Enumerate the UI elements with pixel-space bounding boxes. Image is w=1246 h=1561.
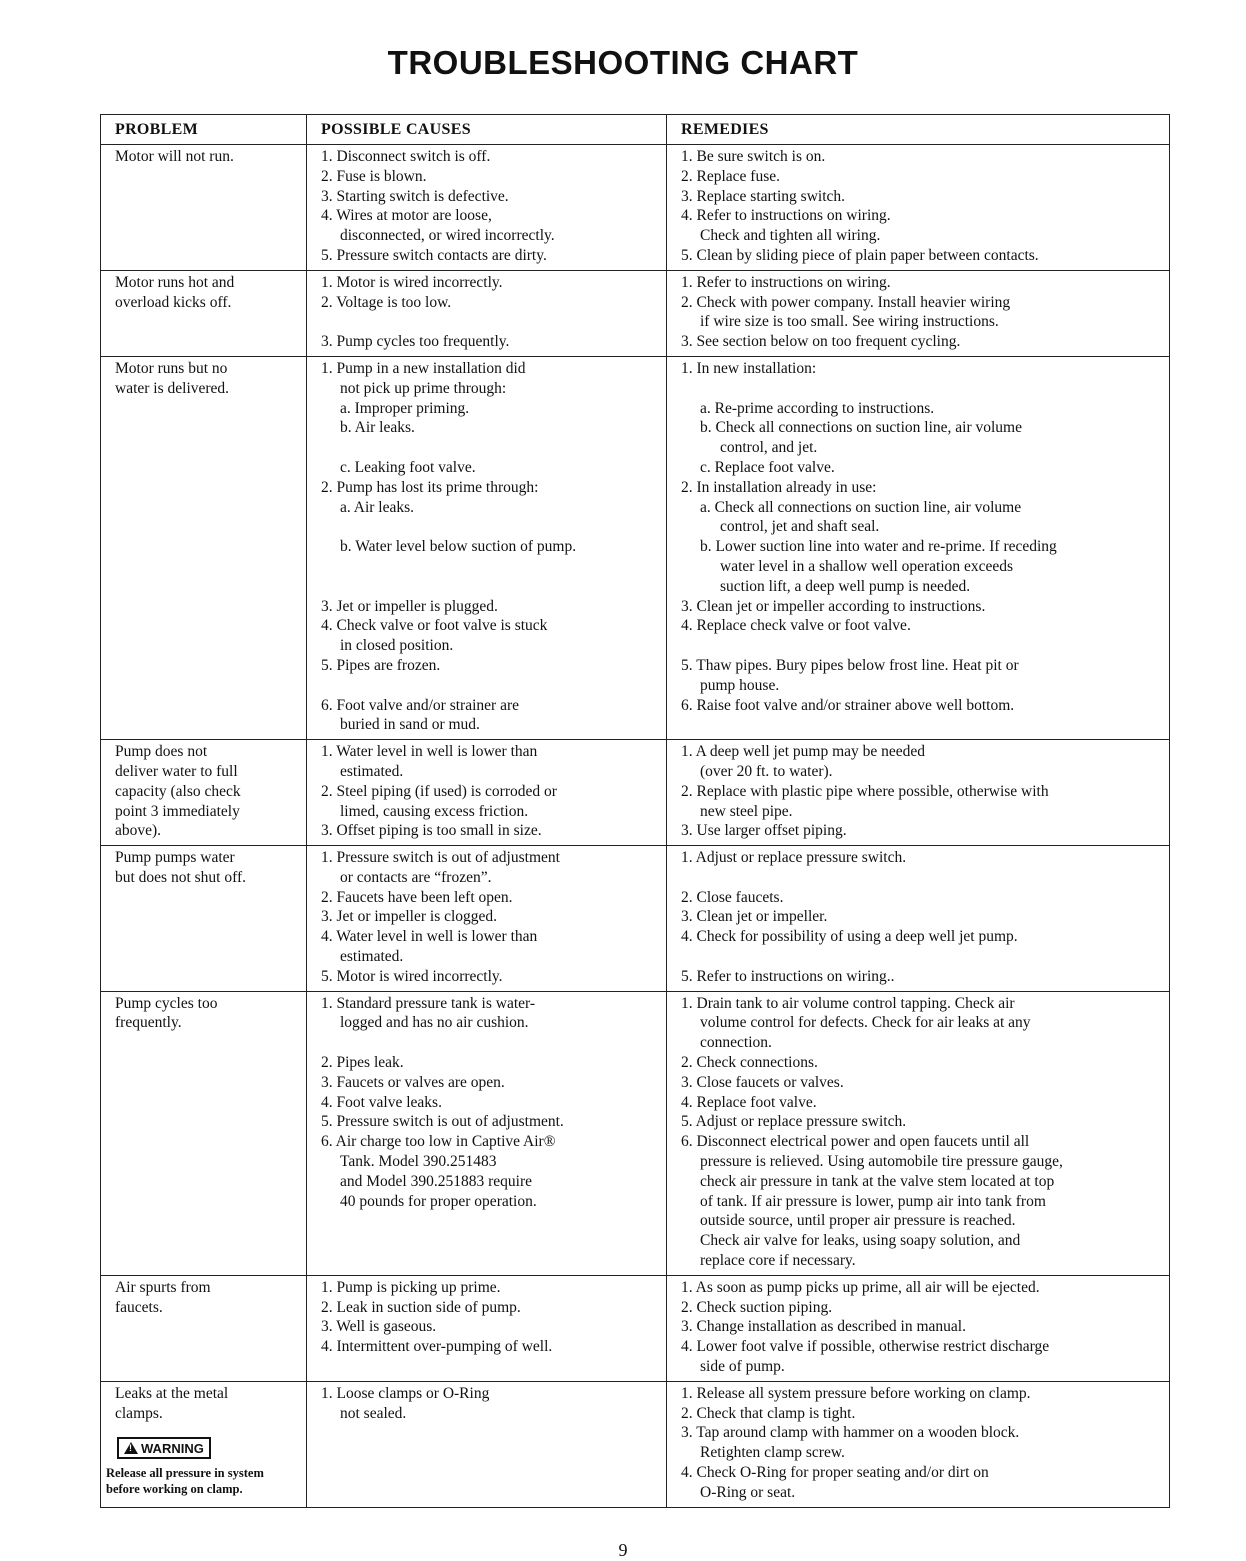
warning-triangle-icon	[124, 1442, 138, 1454]
remedy-line: 1. As soon as pump picks up prime, all air will be ejected.	[681, 1278, 1040, 1296]
cause-cell	[307, 846, 667, 992]
cause-line: 3. Jet or impeller is clogged.	[321, 908, 498, 926]
problem-text: Pump does not	[115, 743, 208, 761]
remedy-line: 5. Adjust or replace pressure switch.	[681, 1113, 907, 1131]
table-row	[101, 1275, 1170, 1381]
remedy-line: 6. Disconnect electrical power and open faucets until all	[681, 1133, 1030, 1151]
remedy-line: control, and jet.	[720, 439, 818, 457]
remedy-line: 4. Check for possibility of using a deep well jet pump.	[681, 928, 1018, 946]
remedy-line: 2. Replace with plastic pipe where possible, otherwise with	[681, 782, 1049, 800]
cause-line: buried in sand or mud.	[340, 716, 480, 734]
cause-line: Tank. Model 390.251483	[340, 1153, 497, 1171]
remedy-line: 4. Replace foot valve.	[681, 1093, 817, 1111]
cause-line: 4. Water level in well is lower than	[321, 928, 538, 946]
cause-line: 3. Starting switch is defective.	[321, 187, 509, 205]
problem-text: Motor runs hot and	[115, 273, 235, 291]
warning-label	[117, 1437, 211, 1459]
cause-line: 5. Pressure switch is out of adjustment.	[321, 1113, 564, 1131]
cause-cell	[307, 1381, 667, 1507]
remedy-line: pump house.	[700, 676, 780, 694]
remedy-cell	[667, 740, 1170, 846]
remedy-line: 1. Adjust or replace pressure switch.	[681, 849, 907, 867]
problem-cell	[101, 145, 307, 271]
cause-line: a. Improper priming.	[340, 399, 470, 417]
remedy-line: 1. Be sure switch is on.	[681, 148, 826, 165]
remedy-line: 3. Clean jet or impeller according to instructions.	[681, 597, 986, 615]
remedy-line: replace core if necessary.	[700, 1252, 856, 1270]
remedy-line: 1. Refer to instructions on wiring.	[681, 273, 891, 291]
problem-text: point 3 immediately	[115, 802, 240, 820]
cause-line: 6. Foot valve and/or strainer are	[321, 696, 519, 714]
cause-cell	[307, 991, 667, 1275]
page-title: TROUBLESHOOTING CHART	[387, 44, 859, 81]
remedy-line: 3. Clean jet or impeller.	[681, 908, 828, 926]
remedy-cell	[667, 991, 1170, 1275]
cause-cell	[307, 1275, 667, 1381]
remedy-cell	[667, 270, 1170, 356]
remedy-line: if wire size is too small. See wiring instructions.	[700, 313, 999, 331]
remedy-cell	[667, 1381, 1170, 1507]
table-header-row	[101, 115, 1170, 145]
cause-line: 2. Pump has lost its prime through:	[321, 478, 539, 496]
problem-text: deliver water to full	[115, 762, 238, 780]
header-remedies: REMEDIES	[667, 115, 1170, 145]
table-body	[101, 145, 1170, 1508]
cause-cell	[307, 270, 667, 356]
remedy-line: 2. Check with power company. Install heavier wiring	[681, 293, 1011, 311]
cause-line: a. Air leaks.	[340, 498, 415, 516]
remedy-line	[681, 947, 1163, 967]
cause-line: 2. Fuse is blown.	[321, 167, 427, 185]
cause-line	[321, 517, 660, 537]
problem-cell	[101, 1275, 307, 1381]
problem-text: Air spurts from	[115, 1278, 211, 1296]
cause-line	[321, 577, 660, 597]
remedy-line: pressure is relieved. Using automobile tire pressure gauge,	[700, 1153, 1063, 1171]
problem-cell	[101, 846, 307, 992]
remedy-line: side of pump.	[700, 1358, 785, 1376]
problem-text: Leaks at the metal	[115, 1384, 229, 1402]
problem-text: clamps.	[115, 1404, 163, 1422]
remedy-line: volume control for defects. Check for air leaks at any	[700, 1014, 1031, 1032]
remedy-line: 4. Lower foot valve if possible, otherwise restrict discharge	[681, 1338, 1050, 1356]
remedy-line: check air pressure in tank at the valve stem located at top	[700, 1172, 1055, 1190]
cause-line: 1. Disconnect switch is off.	[321, 148, 491, 165]
cause-line: 1. Loose clamps or O-Ring	[321, 1384, 490, 1402]
problem-text: Motor will not run.	[115, 148, 234, 165]
cause-cell	[307, 356, 667, 739]
cause-line	[321, 312, 660, 332]
remedy-line: Check and tighten all wiring.	[700, 227, 881, 245]
warning-note	[106, 1465, 300, 1497]
cause-line: 1. Pump in a new installation did	[321, 359, 526, 377]
problem-cell	[101, 1381, 307, 1507]
problem-text: above).	[115, 822, 162, 840]
remedy-line: Retighten clamp screw.	[700, 1444, 845, 1462]
cause-line: 40 pounds for proper operation.	[340, 1192, 537, 1210]
remedy-line: 1. Drain tank to air volume control tapping. Check air	[681, 994, 1015, 1012]
table-row	[101, 1381, 1170, 1507]
problem-cell	[101, 991, 307, 1275]
cause-line: 3. Offset piping is too small in size.	[321, 822, 542, 840]
remedy-line: 4. Refer to instructions on wiring.	[681, 207, 891, 225]
remedy-line: 6. Raise foot valve and/or strainer above well bottom.	[681, 696, 1015, 714]
cause-cell	[307, 740, 667, 846]
cause-line: 4. Intermittent over-pumping of well.	[321, 1338, 553, 1356]
remedy-line: 3. Replace starting switch.	[681, 187, 845, 205]
cause-line: 2. Pipes leak.	[321, 1054, 404, 1072]
cause-line	[321, 1033, 660, 1053]
remedy-line: b. Check all connections on suction line, air volume	[700, 419, 1022, 437]
problem-text: Motor runs but no	[115, 359, 228, 377]
cause-line: 1. Water level in well is lower than	[321, 743, 538, 761]
remedy-line: Check air valve for leaks, using soapy solution, and	[700, 1232, 1021, 1250]
remedy-line: suction lift, a deep well pump is needed.	[720, 577, 971, 595]
remedy-line: 3. Use larger offset piping.	[681, 822, 847, 840]
remedy-line: 2. Check that clamp is tight.	[681, 1404, 856, 1422]
problem-text: faucets.	[115, 1298, 163, 1316]
cause-line: not sealed.	[340, 1404, 407, 1422]
remedy-line	[681, 636, 1163, 656]
remedy-line: 5. Refer to instructions on wiring..	[681, 967, 895, 985]
cause-line: 2. Voltage is too low.	[321, 293, 452, 311]
cause-line: and Model 390.251883 require	[340, 1172, 532, 1190]
cause-line: 5. Pressure switch contacts are dirty.	[321, 246, 547, 264]
warning-label-text: WARNING	[141, 1441, 204, 1457]
cause-line: 3. Faucets or valves are open.	[321, 1073, 505, 1091]
problem-cell	[101, 740, 307, 846]
cause-line: 2. Leak in suction side of pump.	[321, 1298, 521, 1316]
remedy-line: 5. Thaw pipes. Bury pipes below frost line. Heat pit or	[681, 656, 1019, 674]
remedy-line	[681, 715, 1163, 735]
remedy-line: b. Lower suction line into water and re-prime. If receding	[700, 538, 1057, 556]
remedy-line: new steel pipe.	[700, 802, 793, 820]
cause-line: disconnected, or wired incorrectly.	[340, 227, 555, 245]
problem-text: overload kicks off.	[115, 293, 232, 311]
problem-text: water is delivered.	[115, 379, 230, 397]
cause-line: 3. Well is gaseous.	[321, 1318, 437, 1336]
cause-line: 1. Standard pressure tank is water-	[321, 994, 536, 1012]
cause-line: 3. Jet or impeller is plugged.	[321, 597, 498, 615]
cause-line: b. Water level below suction of pump.	[340, 538, 577, 556]
remedy-line: 1. In new installation:	[681, 359, 817, 377]
problem-cell	[101, 270, 307, 356]
cause-line: estimated.	[340, 948, 404, 966]
remedy-line: 2. Replace fuse.	[681, 167, 780, 185]
troubleshooting-table	[100, 114, 1170, 1508]
table-row	[101, 270, 1170, 356]
cause-line	[321, 676, 660, 696]
remedy-line: O-Ring or seat.	[700, 1483, 796, 1501]
cause-line: not pick up prime through:	[340, 379, 507, 397]
remedy-line: 3. Close faucets or valves.	[681, 1073, 844, 1091]
cause-line	[321, 438, 660, 458]
problem-text: but does not shut off.	[115, 868, 247, 886]
cause-line: in closed position.	[340, 637, 454, 655]
remedy-line	[681, 379, 1163, 399]
cause-line: c. Leaking foot valve.	[340, 458, 476, 476]
problem-text: Pump cycles too	[115, 994, 218, 1012]
remedy-line: a. Re-prime according to instructions.	[700, 399, 935, 417]
cause-line: or contacts are “frozen”.	[340, 868, 492, 886]
remedy-line: 3. See section below on too frequent cycling.	[681, 333, 961, 351]
remedy-cell	[667, 1275, 1170, 1381]
remedy-line: connection.	[700, 1034, 772, 1052]
cause-line: 6. Air charge too low in Captive Air®	[321, 1133, 556, 1151]
problem-text: Pump pumps water	[115, 849, 235, 867]
remedy-line: c. Replace foot valve.	[700, 458, 835, 476]
remedy-line: 3. Tap around clamp with hammer on a wooden block.	[681, 1424, 1020, 1442]
remedy-cell	[667, 356, 1170, 739]
cause-line: 5. Pipes are frozen.	[321, 656, 441, 674]
remedy-line: 3. Change installation as described in manual.	[681, 1318, 966, 1336]
cause-line: limed, causing excess friction.	[340, 802, 529, 820]
warning-note-line: Release all pressure in system	[106, 1466, 264, 1481]
cause-line: 5. Motor is wired incorrectly.	[321, 967, 503, 985]
table-row	[101, 846, 1170, 992]
header-possible-causes: POSSIBLE CAUSES	[307, 115, 667, 145]
cause-line: 4. Wires at motor are loose,	[321, 207, 492, 225]
cause-line: 2. Steel piping (if used) is corroded or	[321, 782, 557, 800]
cause-line: estimated.	[340, 762, 404, 780]
cause-line: 3. Pump cycles too frequently.	[321, 333, 510, 351]
table-row	[101, 991, 1170, 1275]
remedy-line: 2. Check suction piping.	[681, 1298, 833, 1316]
remedy-line	[681, 868, 1163, 888]
cause-line: logged and has no air cushion.	[340, 1014, 529, 1032]
remedy-line: 5. Clean by sliding piece of plain paper between contacts.	[681, 246, 1039, 264]
cause-line: 4. Foot valve leaks.	[321, 1093, 442, 1111]
remedy-cell	[667, 846, 1170, 992]
problem-text: capacity (also check	[115, 782, 241, 800]
header-problem: PROBLEM	[101, 115, 307, 145]
remedy-line: 4. Replace check valve or foot valve.	[681, 617, 911, 635]
remedy-line: 2. Check connections.	[681, 1054, 818, 1072]
remedy-line: 2. Close faucets.	[681, 888, 784, 906]
cause-line: 1. Pump is picking up prime.	[321, 1278, 501, 1296]
remedy-line: water level in a shallow well operation exceeds	[720, 557, 1014, 575]
remedy-line: of tank. If air pressure is lower, pump air into tank from	[700, 1192, 1046, 1210]
table-row	[101, 356, 1170, 739]
cause-line: 1. Motor is wired incorrectly.	[321, 273, 503, 291]
remedy-line: 1. Release all system pressure before working on clamp.	[681, 1384, 1031, 1402]
remedy-line: 1. A deep well jet pump may be needed	[681, 743, 926, 761]
cause-line: 2. Faucets have been left open.	[321, 888, 513, 906]
table-row	[101, 145, 1170, 271]
page-number: 9	[618, 1540, 628, 1560]
remedy-cell	[667, 145, 1170, 271]
cause-line	[321, 557, 660, 577]
table-row	[101, 740, 1170, 846]
remedy-line: a. Check all connections on suction line, air volume	[700, 498, 1022, 516]
remedy-line: control, jet and shaft seal.	[720, 518, 880, 536]
remedy-line: 2. In installation already in use:	[681, 478, 877, 496]
warning-note-line: before working on clamp.	[106, 1482, 243, 1497]
cause-line: 4. Check valve or foot valve is stuck	[321, 617, 548, 635]
remedy-line: 4. Check O-Ring for proper seating and/or dirt on	[681, 1464, 989, 1481]
cause-cell	[307, 145, 667, 271]
remedy-line: (over 20 ft. to water).	[700, 762, 833, 780]
problem-cell	[101, 356, 307, 739]
remedy-line: outside source, until proper air pressure is reached.	[700, 1212, 1016, 1230]
cause-line: b. Air leaks.	[340, 419, 415, 437]
cause-line: 1. Pressure switch is out of adjustment	[321, 849, 560, 867]
problem-text: frequently.	[115, 1014, 182, 1032]
